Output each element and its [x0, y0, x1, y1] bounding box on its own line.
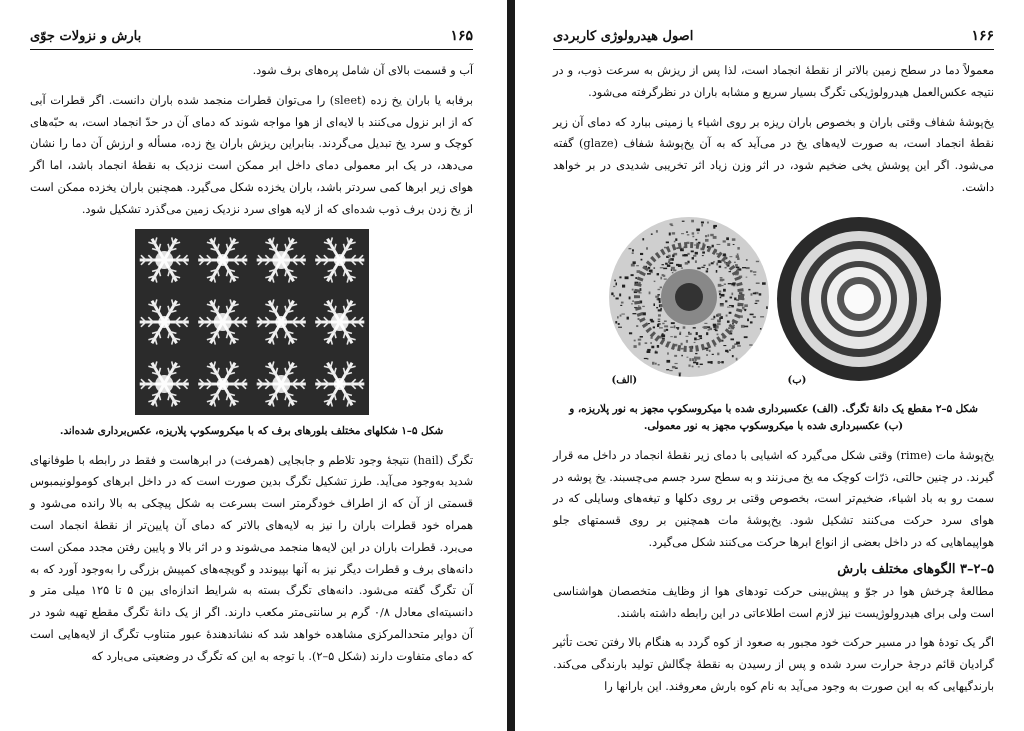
rime-text: یخ‌پوشهٔ مات (rime) وقتی شکل می‌گیرد که اشیایی با دمای زیر نقطهٔ انجماد در داخل مه قرار گیرند. در چنین حالتی، ذرّات کوچک مه یخ می‌زنند و به سطح سرد جسم می‌چسبند. یخ پوشه در سمت رو به باد اشیاء، ضخیم‌تر است، بخصوص وقتی بر روی دکلها و تیغه‌های وسایلی که در هوای سرد حرکت می‌کنند تشکیل شود. یخ‌پوشهٔ مات همچنین بر روی قسمتهای جلو هواپیماهایی که در داخل بعضی از انواع ابرها حرکت می‌کنند شکل می‌گیرد. [553, 448, 994, 549]
running-title-right: اصول هیدرولوژی کاربردی [553, 29, 694, 44]
left-page-header [30, 28, 473, 50]
rime-paragraph [553, 445, 994, 554]
right-intro-paragraph: معمولاً دما در سطح زمین بالاتر از نقطهٔ انجماد است، لذا پس از ریزش به سرعت ذوب، و در نتیجه عکس‌العمل هیدرولوژیکی تگرگ بسیار سریع و مشابه باران در نظرگرفته می‌شود. [553, 64, 994, 99]
section-paragraph-1: مطالعهٔ چرخش هوا در جوّ و پیش‌بینی حرکت تودهای هوا از وظایف متخصصان هواشناسی است ولی برای هیدرولوژیست نیز لازم است اطلاعاتی در این رابطه داشته باشند. [553, 584, 994, 620]
left-page [0, 0, 507, 731]
snowflake-figure [135, 229, 369, 415]
hail-paragraph [30, 450, 473, 668]
left-intro-paragraph: آب و قسمت بالای آن شامل پره‌های برف شود. [252, 64, 473, 77]
snowflake-crystals-image [135, 229, 369, 415]
sleet-paragraph [30, 90, 473, 221]
page-number-right: ۱۶۶ [971, 28, 994, 44]
running-title-left: بارش و نزولات جوّی [30, 29, 142, 44]
section-title-precipitation-patterns: ۵–۲–۳ الگوهای مختلف بارش [837, 561, 994, 577]
section-paragraph-2: اگر یک تودهٔ هوا در مسیر حرکت خود مجبور به صعود از کوه گردد به هنگام بالا رفتن تحت تأثیر گرادیان قائم درجهٔ حرارت سرد شده و پس از رسیدن به نقطهٔ چگالش تولید بارندگی می‌کند. بارندگیهایی که به این صورت به وجود می‌آید به نام کوه بارش معروفند. این بارانها را [553, 636, 994, 693]
hailstone-cross-section-image [604, 207, 944, 393]
figure-5-1-caption: شکل ۵–۱ شکلهای مختلف بلورهای برف که با میکروسکوپ پلاریزه، عکس‌برداری شده‌اند. [59, 424, 444, 437]
figure-label-alef: (الف) [611, 374, 638, 386]
figure-5-2-caption: شکل ۵–۲ مقطع یک دانهٔ تگرگ. (الف) عکسبرداری شده با میکروسکوپ مجهز به نور پلاریزه، و (ب) عکسبرداری شده با میکروسکوپ مجهز به نور معمولی. [569, 402, 978, 432]
glaze-paragraph [553, 112, 994, 199]
right-page [515, 0, 1024, 731]
glaze-text: یخ‌پوشهٔ شفاف وقتی باران و بخصوص باران ریزه بر روی اشیاء یا زمینی ببارد که دمای آن زیر نقطهٔ انجماد است، به صورت لایه‌های یخ در می‌آید که به آن یخ‌پوشهٔ شفاف (glaze) گفته می‌شود. اگر این پوشش یخی ضخیم شود، در اثر وزن زیاد اثر تخریبی شدیدی در بر خواهد داشت. [553, 115, 994, 194]
sleet-text: برفابه یا باران یخ زده (sleet) را می‌توان قطرات منجمد شده باران دانست. اگر قطرات آبی که از ابر نزول می‌کنند با لایه‌ای از هوا مواجه شوند که دمای آن در حدّ انجماد است، به حبّه‌های کوچک و سرد یخ تبدیل می‌گردند. بنابراین ریزش باران یخ زده، مسأله و ارزش آن دما را نشان می‌دهد، در یک ابر معمولی دمای داخل ابر ممکن است نزدیک به نقطهٔ انجماد باشد، اما اگر هوای زیر ابرها کمی سردتر باشد، باران یخزده شکل می‌گیرد. همچنین باران یخزده ممکن است از یخ زدن برف ذوب شده‌ای که از لایه هوای سرد نزدیک زمین می‌گذرد تشکیل شود. [30, 93, 474, 216]
hail-text: تگرگ (hail) نتیجهٔ وجود تلاطم و جابجایی (همرفت) در ابرهاست و فقط در رابطه با طوفانهای شدید به‌وجود می‌آید. طرز تشکیل تگرگ بدین صورت است که در داخل ابرهای کومولونیمبوس قسمتی از آن که از اطراف خودگرمتر است بسرعت به شکل پیچکی به بالا رانده می‌شود و همراه خود قطرات باران را نیز به لایه‌های بالاتر که دمای آن پایین‌تر از نقطهٔ انجماد است می‌برد. قطرات باران در این لایه‌ها منجمد می‌شوند و در اثر بالا و پایین رفتن مجدد ممکن است دانه‌های برف و قطرات دیگر نیز به آنها بپیوندد و گویچه‌های کمپیش بزرگی را به‌وجود آورد که به آن تگرگ گفته می‌شود. دانه‌های تگرگ بسته به شرایط اندازه‌ای بین ۵ تا ۱۲۵ میلی متر و دانسیته‌ای معادل ۰/۸ گرم بر سانتی‌متر مکعب دارند. اگر از یک دانهٔ تگرگ مقطع تهیه شود در آن دوایر متحدالمرکزی مشاهده خواهد شد که نشاندهندهٔ عبور متناوب تگرگ از لایه‌هایی است که دمای متفاوت دارند (شکل ۵–۲). با توجه به این که تگرگ در وضعیتی می‌بارد که [30, 453, 473, 663]
hailstone-normal-light-image [777, 217, 941, 381]
figure-label-be: (ب) [787, 374, 807, 386]
hailstone-figure [604, 207, 944, 393]
right-page-header [553, 28, 994, 50]
page-number-left: ۱۶۵ [450, 28, 473, 44]
hailstone-polarized-image [609, 217, 769, 377]
